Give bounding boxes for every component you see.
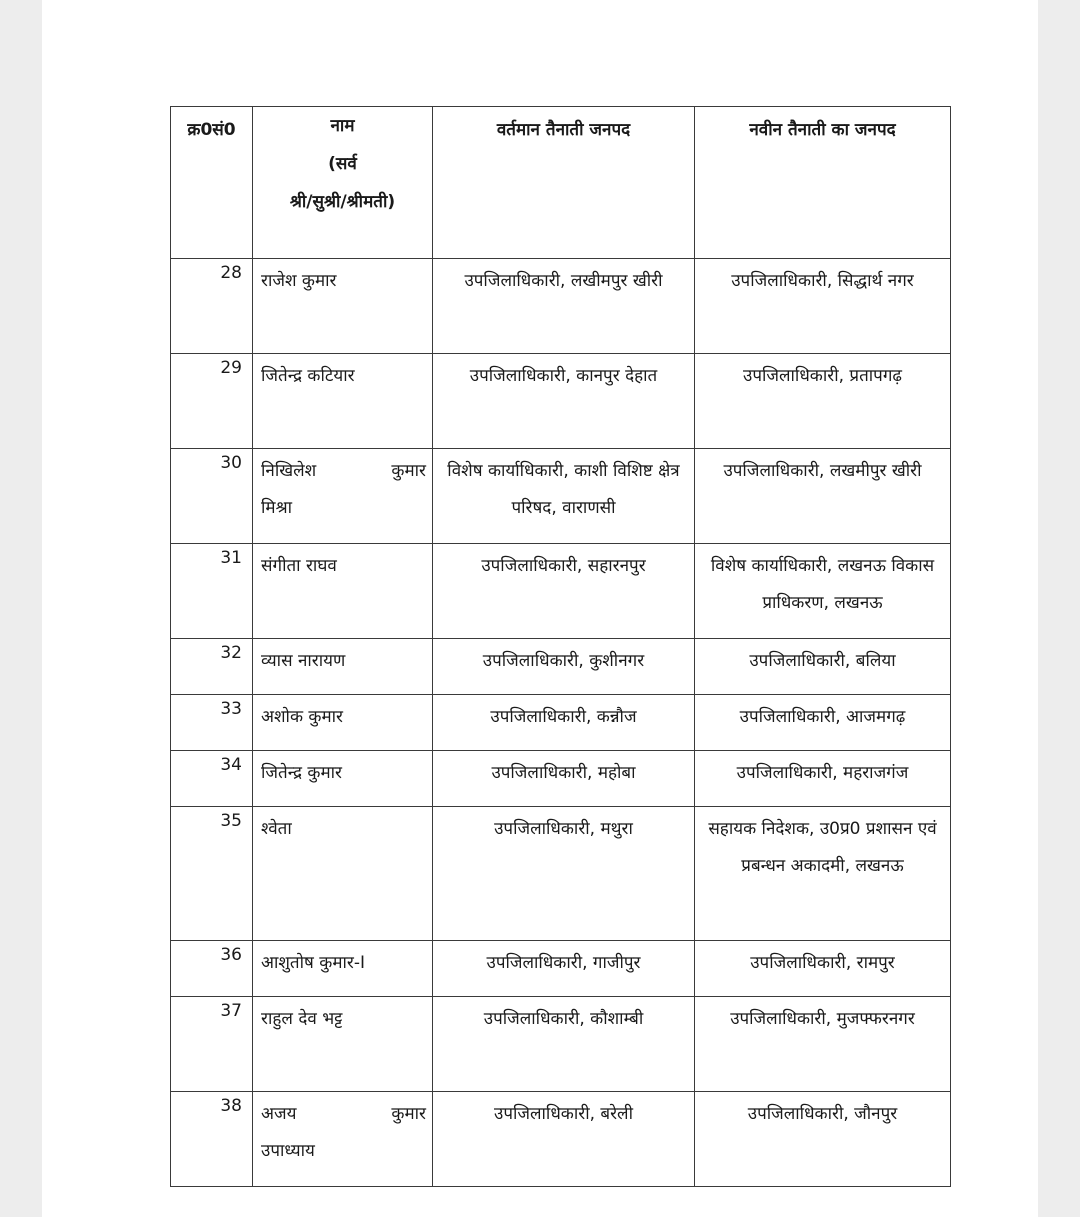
row-current-posting: उपजिलाधिकारी, सहारनपुर bbox=[433, 544, 695, 639]
transfer-table bbox=[170, 106, 951, 1187]
row-name bbox=[253, 449, 433, 544]
row-name: जितेन्द्र कुमार bbox=[253, 751, 433, 807]
row-serial: 30 bbox=[171, 449, 253, 544]
table-row bbox=[171, 695, 951, 751]
row-name-line1 bbox=[261, 453, 426, 490]
row-serial: 29 bbox=[171, 354, 253, 449]
row-new-posting: उपजिलाधिकारी, लखमीपुर खीरी bbox=[695, 449, 951, 544]
header-new-posting: नवीन तैनाती का जनपद bbox=[695, 107, 951, 259]
row-current-posting: उपजिलाधिकारी, कौशाम्बी bbox=[433, 997, 695, 1092]
row-current-posting: उपजिलाधिकारी, मथुरा bbox=[433, 807, 695, 941]
row-new-posting: उपजिलाधिकारी, आजमगढ़ bbox=[695, 695, 951, 751]
row-new-posting: उपजिलाधिकारी, रामपुर bbox=[695, 941, 951, 997]
row-new-posting: उपजिलाधिकारी, सिद्धार्थ नगर bbox=[695, 259, 951, 354]
row-current-posting: उपजिलाधिकारी, कन्नौज bbox=[433, 695, 695, 751]
row-current-posting: उपजिलाधिकारी, कुशीनगर bbox=[433, 639, 695, 695]
table-row bbox=[171, 259, 951, 354]
row-serial: 33 bbox=[171, 695, 253, 751]
header-current-posting: वर्तमान तैनाती जनपद bbox=[433, 107, 695, 259]
row-serial: 36 bbox=[171, 941, 253, 997]
table-row bbox=[171, 354, 951, 449]
header-serial: क्र0सं0 bbox=[171, 107, 253, 259]
row-name: व्यास नारायण bbox=[253, 639, 433, 695]
row-new-posting: उपजिलाधिकारी, जौनपुर bbox=[695, 1092, 951, 1187]
table-row bbox=[171, 941, 951, 997]
row-current-posting: उपजिलाधिकारी, गाजीपुर bbox=[433, 941, 695, 997]
table-row bbox=[171, 751, 951, 807]
row-serial: 34 bbox=[171, 751, 253, 807]
row-name-first: अजय bbox=[261, 1104, 297, 1124]
table-row bbox=[171, 639, 951, 695]
row-current-posting: विशेष कार्याधिकारी, काशी विशिष्ट क्षेत्र परिषद, वाराणसी bbox=[433, 449, 695, 544]
row-current-posting: उपजिलाधिकारी, बरेली bbox=[433, 1092, 695, 1187]
table-row bbox=[171, 997, 951, 1092]
row-serial: 31 bbox=[171, 544, 253, 639]
row-current-posting: उपजिलाधिकारी, कानपुर देहात bbox=[433, 354, 695, 449]
row-serial: 28 bbox=[171, 259, 253, 354]
row-name-last: उपाध्याय bbox=[261, 1141, 315, 1161]
row-serial: 32 bbox=[171, 639, 253, 695]
row-name bbox=[253, 1092, 433, 1187]
row-new-posting: सहायक निदेशक, उ0प्र0 प्रशासन एवं प्रबन्धन अकादमी, लखनऊ bbox=[695, 807, 951, 941]
header-name-line2: (सर्व bbox=[328, 154, 357, 174]
table-row bbox=[171, 449, 951, 544]
row-name: अशोक कुमार bbox=[253, 695, 433, 751]
row-current-posting: उपजिलाधिकारी, लखीमपुर खीरी bbox=[433, 259, 695, 354]
table-header-row bbox=[171, 107, 951, 259]
row-new-posting: उपजिलाधिकारी, मुजफ्फरनगर bbox=[695, 997, 951, 1092]
row-serial: 37 bbox=[171, 997, 253, 1092]
header-name-line1: नाम bbox=[330, 116, 355, 136]
row-name-middle: कुमार bbox=[391, 461, 426, 481]
row-serial: 38 bbox=[171, 1092, 253, 1187]
header-name-line3: श्री/सुश्री/श्रीमती) bbox=[289, 192, 396, 212]
row-new-posting: उपजिलाधिकारी, प्रतापगढ़ bbox=[695, 354, 951, 449]
table-row bbox=[171, 807, 951, 941]
row-name-line1 bbox=[261, 1096, 426, 1133]
row-name: जितेन्द्र कटियार bbox=[253, 354, 433, 449]
row-new-posting: विशेष कार्याधिकारी, लखनऊ विकास प्राधिकरण, लखनऊ bbox=[695, 544, 951, 639]
row-serial: 35 bbox=[171, 807, 253, 941]
document-page bbox=[42, 0, 1038, 1217]
table-row bbox=[171, 544, 951, 639]
row-name: राजेश कुमार bbox=[253, 259, 433, 354]
row-name: संगीता राघव bbox=[253, 544, 433, 639]
row-name: श्वेता bbox=[253, 807, 433, 941]
row-name: आशुतोष कुमार-I bbox=[253, 941, 433, 997]
row-new-posting: उपजिलाधिकारी, महराजगंज bbox=[695, 751, 951, 807]
row-name-middle: कुमार bbox=[391, 1104, 426, 1124]
header-name bbox=[253, 107, 433, 259]
row-name-first: निखिलेश bbox=[261, 461, 317, 481]
row-new-posting: उपजिलाधिकारी, बलिया bbox=[695, 639, 951, 695]
table-row bbox=[171, 1092, 951, 1187]
row-current-posting: उपजिलाधिकारी, महोबा bbox=[433, 751, 695, 807]
row-name: राहुल देव भट्ट bbox=[253, 997, 433, 1092]
row-name-last: मिश्रा bbox=[261, 498, 293, 518]
